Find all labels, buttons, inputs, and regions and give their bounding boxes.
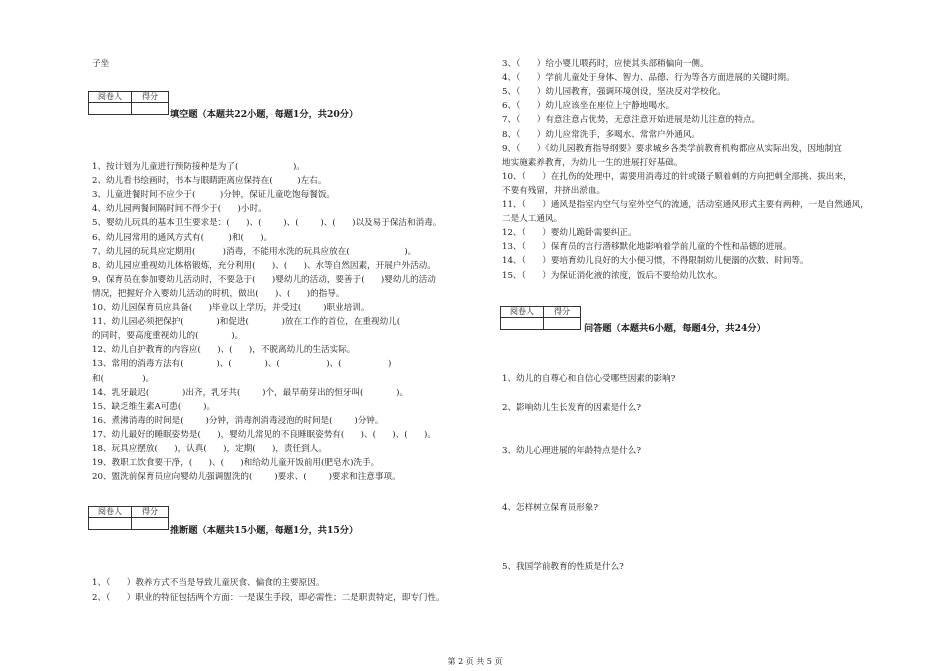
fill-question-line: 的同时，要高度重视幼儿的( )。 [92, 331, 244, 342]
score-box-score: 得分 [544, 307, 581, 318]
fill-question-line: 6、幼儿园常用的通风方式有( )和( )。 [92, 232, 273, 243]
qa-question-line: 1、幼儿的自尊心和自信心受哪些因素的影响? [502, 374, 676, 384]
score-box-judge [88, 506, 169, 530]
fill-question-line: 14、乳牙最迟( )出齐，乳牙共( )个，最早萌芽出的恒牙叫( )。 [92, 387, 409, 398]
fill-question-line: 19、教职工饮食要干净，( )、( )和给幼儿童开饭前用(肥皂水)洗手。 [92, 458, 380, 469]
judge-question-line: 10、（ ）在扎伤的处理中，需要用消毒过的针或镊子顺着刺的方向把刺全部挑、拔出来， [502, 171, 852, 182]
fill-question-line: 10、幼儿园保育员应具备( )毕业以上学历，并受过( )职业培训。 [92, 303, 370, 313]
score-box-qa [500, 306, 581, 330]
judge-question-line: 8、（ ）幼儿应常洗手，多喝水、常常户外通风。 [502, 129, 701, 140]
judge-section-title: 推断题（本题共15小题，每题1分，共15分） [170, 525, 359, 536]
judge-question-line: 4、（ ）学前儿童处于身体、智力、品德、行为等各方面进展的关键时期。 [502, 73, 795, 84]
judge-question-line: 5、（ ）幼儿园教育，强调环境创设，坚决反对学校化。 [502, 87, 726, 98]
judge-question-line: 不要有残留，并挤出淤血。 [502, 185, 606, 196]
fill-question-line: 2、幼儿看书绘画时，书本与眼睛距离应保持在( )左右。 [92, 176, 327, 187]
judge-question-line: 15、（ ）为保证消化液的浓度，饭后不要给幼儿饮水。 [502, 270, 723, 281]
fill-question-line: 17、幼儿最好的睡眠姿势是( )，婴幼儿常见的不良睡眠姿势有( )、( )、( )。 [92, 429, 436, 440]
fill-question-line: 4、幼儿园两餐间隔时间不得少于( )小时。 [92, 204, 267, 215]
score-box-label: 阅卷人 [89, 507, 132, 518]
qa-question-line: 4、怎样树立保育员形象? [502, 503, 599, 513]
fill-question-line: 12、幼儿自护教育的内容应( )、( )，不脱离幼儿的生活实际。 [92, 345, 356, 356]
qa-section-title: 问答题（本题共6小题，每题4分，共24分） [584, 323, 766, 334]
fill-question-line: 7、幼儿园的玩具应定期用( )消毒，不能用水洗的玩具应放在( )。 [92, 246, 417, 257]
fill-question-line: 18、玩具应摆放( )，认真( )，定期( )，责任到人。 [92, 444, 327, 454]
fill-question-line: 20、盥洗前保育员应向婴幼儿强调盥洗的( )要求、( )要求和注意事项。 [92, 472, 401, 483]
score-box-score: 得分 [132, 92, 169, 103]
judge-question-line: 9、（ ）《幼儿园教育指导纲要》要求城乡各类学前教育机构都应从实际出发，因地制宜 [502, 143, 842, 154]
fill-question-line: 情况，把握好介入婴幼儿活动的时机，做出( )、( )的指导。 [92, 288, 345, 299]
fill-question-line: 5、婴幼儿玩具的基本卫生要求是：( )、( )、( )、( )以及易于保洁和消毒。 [92, 218, 442, 229]
fill-question-line: 和( )。 [92, 373, 155, 384]
judge-question-line: 13、（ ）保育员的言行潜移默化地影响着学前儿童的个性和品德的进展。 [502, 242, 792, 253]
fill-question-line: 13、常用的消毒方法有( )、( )、( )、( ) [92, 359, 392, 370]
judge-question-line: 二是人工通风。 [502, 214, 563, 225]
page-footer: 第 2 页 共 5 页 [447, 657, 503, 666]
judge-question-line: 7、（ ）有意注意占优势，无意注意开始进展是幼儿注意的特点。 [502, 115, 761, 126]
fill-question-line: 16、煮沸消毒的时间是( )分钟，消毒剂消毒浸泡的时间是( )分钟。 [92, 415, 384, 426]
fill-question-line: 11、幼儿园必须把保护( )和促进( )放在工作的首位，在重视幼儿( [92, 317, 401, 328]
fill-question-line: 8、幼儿园应重视幼儿体格锻炼，充分利用( )、( )、水等自然因素，开展户外活动。 [92, 260, 436, 271]
fill-section-title: 填空题（本题共22小题，每题1分，共20分） [170, 109, 359, 120]
score-box-fill [88, 91, 169, 115]
judge-question-line: 地实施素养教育，为幼儿一生的进展打好基础。 [502, 157, 683, 168]
qa-question-line: 5、我国学前教育的性质是什么? [502, 562, 624, 572]
fill-question-line: 1、按计划为儿童进行预防接种是为了( )。 [92, 162, 305, 172]
qa-question-line: 2、影响幼儿生长发育的因素是什么? [502, 403, 641, 413]
judge-question-line: 14、（ ）要培育幼儿良好的大小便习惯，不得限制幼儿便溺的次数、时间等。 [502, 256, 809, 267]
judge-question-line: 6、（ ）幼儿应该坐在座位上宁静地喝水。 [502, 101, 675, 112]
fill-question-line: 9、保育员在参加婴幼儿活动时，不要急于( )婴幼儿的活动，要善于( )婴幼儿的活动 [92, 274, 436, 285]
judge-question-line: 12、（ ）婴幼儿跪卧需要纠正。 [502, 228, 637, 239]
score-box-label: 阅卷人 [89, 92, 132, 103]
score-box-label: 阅卷人 [501, 307, 544, 318]
fill-question-line: 15、缺乏维生素A可患( )。 [92, 401, 216, 412]
fill-question-line: 3、儿童进餐时间不应少于( )分钟，保证儿童吃饱每餐饭。 [92, 190, 336, 201]
score-box-score: 得分 [132, 507, 169, 518]
continued-fragment: 子坐 [92, 59, 110, 69]
judge-question-line: 1、（ ）教养方式不当是导致儿童厌食、偏食的主要原因。 [92, 578, 325, 588]
judge-question-line: 11、（ ）通风是指室内空气与室外空气的流通，活动室通风形式主要有两种，一是自然通风， [502, 200, 869, 210]
judge-question-line: 3、（ ）给小婴儿喂药时，应使其头部稍偏向一侧。 [502, 59, 709, 69]
qa-question-line: 3、幼儿心理进展的年龄特点是什么? [502, 446, 641, 456]
judge-question-line: 2、（ ）职业的特征包括两个方面：一是谋生手段，即必需性；二是职责特定，即专门性。 [92, 592, 445, 603]
